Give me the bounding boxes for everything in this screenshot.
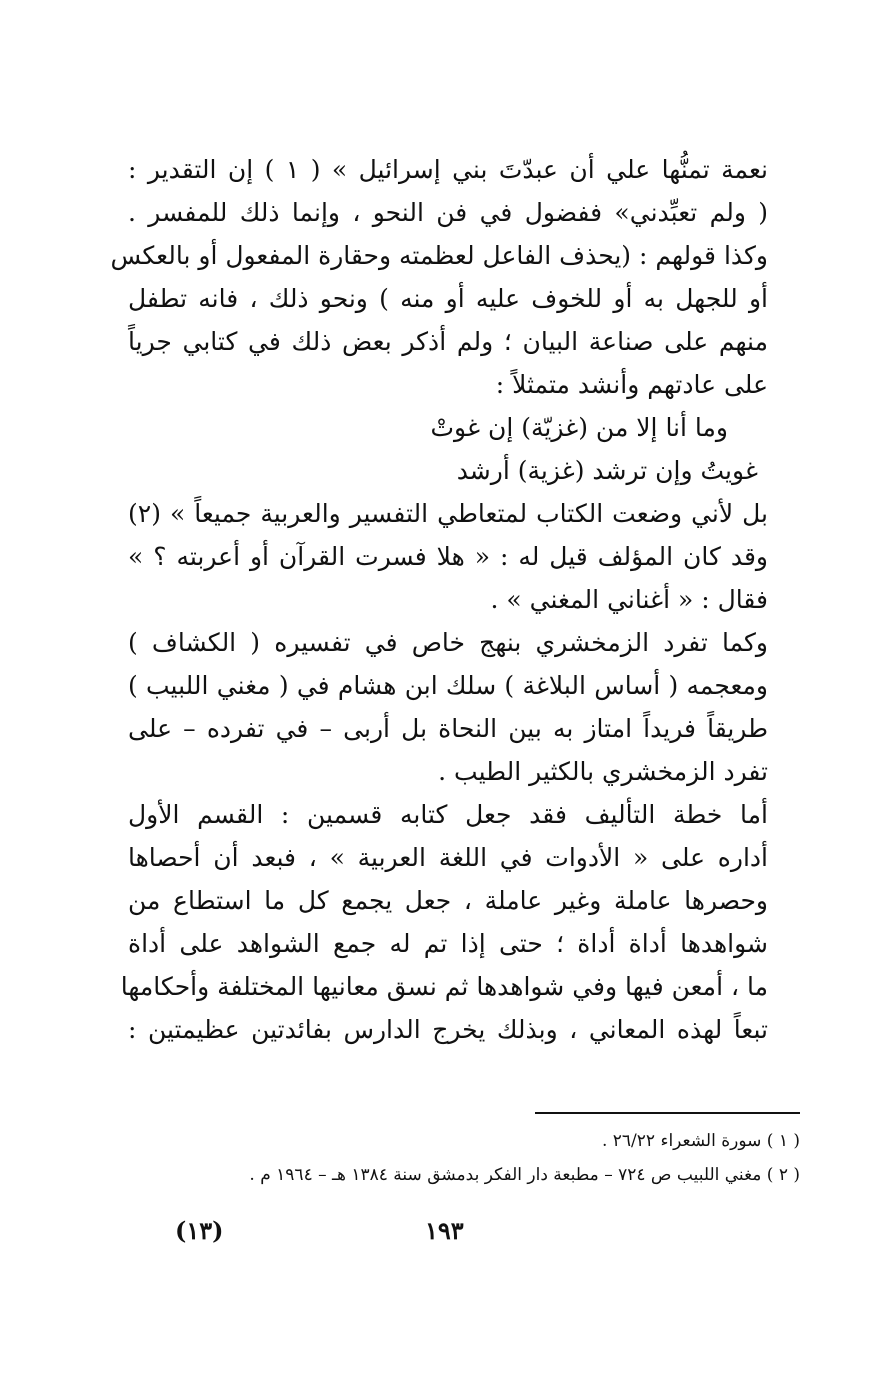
text-line: ( ولم تعبِّدني» ففضول في فن النحو ، وإنما ذلك للمفسر . [128, 198, 768, 227]
footnote-2: ( ٢ ) مغني اللبيب ص ٧٢٤ – مطبعة دار الفكر بدمشق سنة ١٣٨٤ هـ – ١٩٦٤ م . [249, 1165, 800, 1185]
text-line: وكما تفرد الزمخشري بنهج خاص في تفسيره ( الكشاف ) [128, 628, 768, 657]
text-line: أداره على « الأدوات في اللغة العربية » ، فبعد أن أحصاها [128, 843, 768, 872]
text-line: طريقاً فريداً امتاز به بين النحاة بل أربى – في تفرده – على [128, 714, 768, 743]
text-line: على عادتهم وأنشد متمثلاً : [495, 370, 768, 399]
verse-line: غويتُ وإن ترشد (غزية) أرشد [456, 456, 758, 485]
footnotes [200, 1124, 800, 1192]
text-line: نعمة تمنُّها علي أن عبدّتَ بني إسرائيل » ( ١ ) إن التقدير : [128, 155, 768, 184]
text-line: وكذا قولهم : (يحذف الفاعل لعظمته وحقارة المفعول أو بالعكس [110, 241, 768, 270]
text-line: فقال : « أغناني المغني » . [490, 585, 768, 614]
text-line: وحصرها عاملة وغير عاملة ، جعل يجمع كل ما استطاع من [128, 886, 768, 915]
text-line: منهم على صناعة البيان ؛ ولم أذكر بعض ذلك في كتابي جرياً [128, 327, 768, 356]
text-line: ما ، أمعن فيها وفي شواهدها ثم نسق معانيها المختلفة وأحكامها [120, 972, 768, 1001]
text-line: شواهدها أداة أداة ؛ حتى إذا تم له جمع الشواهد على أداة [128, 929, 768, 958]
verse-line: وما أنا إلا من (غزيّة) إن غوتْ [430, 413, 728, 442]
page-number: ١٩٣ [425, 1216, 464, 1245]
text-line: أما خطة التأليف فقد جعل كتابه قسمين : القسم الأول [128, 800, 768, 829]
text-line: بل لأني وضعت الكتاب لمتعاطي التفسير والعربية جميعاً » (٢) [128, 499, 768, 528]
text-line: وقد كان المؤلف قيل له : « هلا فسرت القرآن أو أعربته ؟ » [128, 542, 768, 571]
sheet-number: (١٣) [175, 1216, 224, 1245]
text-line: تبعاً لهذه المعاني ، وبذلك يخرج الدارس بفائدتين عظيمتين : [128, 1015, 768, 1044]
text-line: ومعجمه ( أساس البلاغة ) سلك ابن هشام في ( مغني اللبيب ) [128, 671, 768, 700]
footnote-1: ( ١ ) سورة الشعراء ٢٦/٢٢ . [601, 1131, 800, 1151]
main-text [110, 148, 768, 1051]
text-line: أو للجهل به أو للخوف عليه أو منه ) ونحو ذلك ، فانه تطفل [128, 284, 768, 313]
footnote-divider [535, 1112, 800, 1114]
text-line: تفرد الزمخشري بالكثير الطيب . [438, 757, 768, 786]
